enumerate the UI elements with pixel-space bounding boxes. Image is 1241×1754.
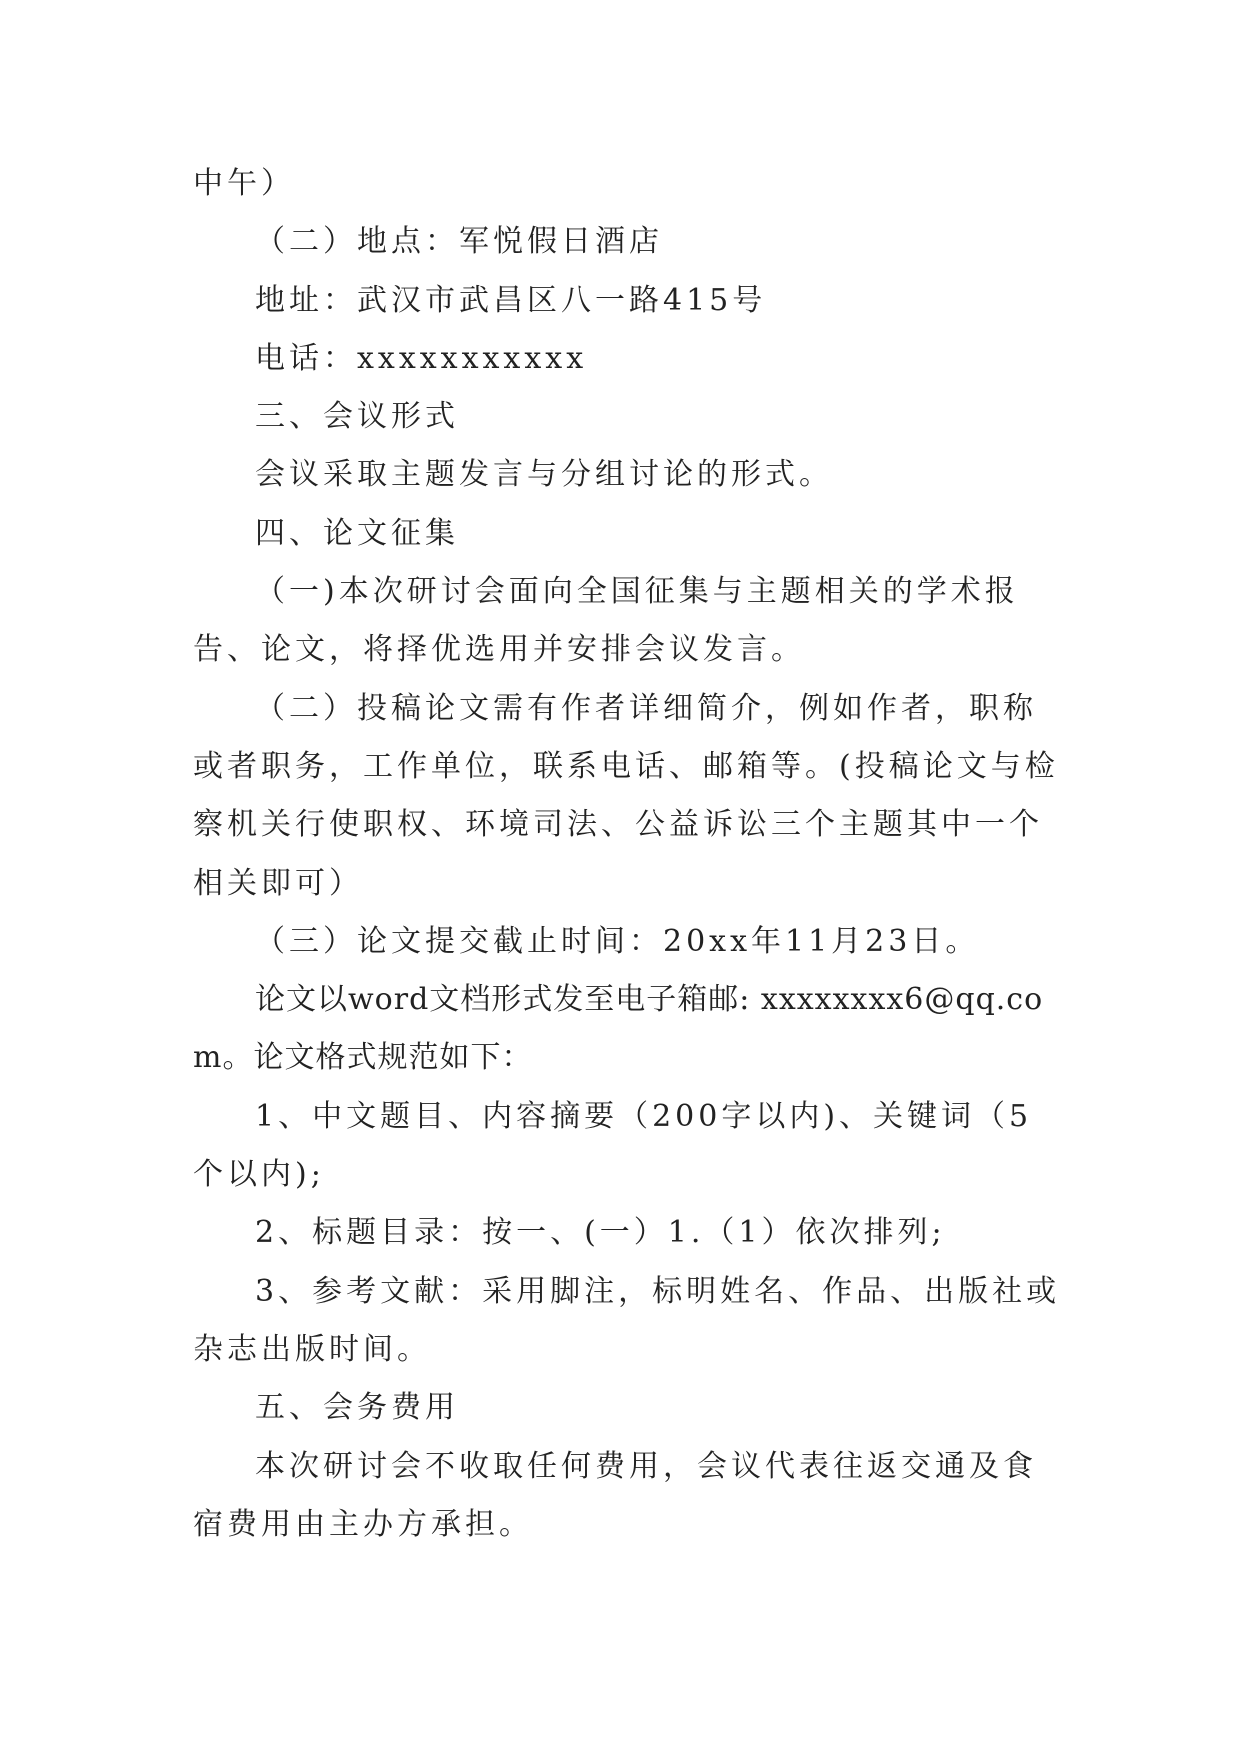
paragraph-address: 地址：武汉市武昌区八一路415号 [255,282,767,318]
paragraph-format-rule-2: 2、标题目录：按一、(一）1.（1）依次排列; [255,1215,946,1251]
paragraph-paper-deadline: （三）论文提交截止时间：20xx年11月23日。 [255,923,980,959]
paragraph-phone: 电话：xxxxxxxxxxx [255,340,588,376]
paragraph-paper-collection-2: （二）投稿论文需有作者详细简介，例如作者，职称或者职务，工作单位，联系电话、邮箱等。(投稿论文与检察机关行使职权、环境司法、公益诉讼三个主题其中一个相关即可） [193,690,1059,901]
paragraph-paper-collection-1: （一)本次研讨会面向全国征集与主题相关的学术报告、论文，将择优选用并安排会议发言。 [193,574,1019,668]
document-body [193,155,1063,1554]
section-heading-paper-collection: 四、论文征集 [255,515,459,551]
paragraph-submission-email: 论文以word文档形式发至电子箱邮: xxxxxxxx6@qq.com。论文格式规范如下： [193,982,1044,1076]
paragraph-format-rule-1: 1、中文题目、内容摘要（200字以内)、关键词（5个以内); [193,1098,1033,1193]
paragraph-continuation: 中午） [193,166,295,201]
paragraph-format-rule-3: 3、参考文献：采用脚注，标明姓名、作品、出版社或杂志出版时间。 [193,1273,1061,1367]
section-heading-meeting-format: 三、会议形式 [255,399,459,435]
paragraph-location: （二）地点：军悦假日酒店 [255,224,663,260]
section-heading-fees: 五、会务费用 [255,1390,459,1426]
paragraph-fees: 本次研讨会不收取任何费用，会议代表往返交通及食宿费用由主办方承担。 [193,1448,1037,1542]
paragraph-meeting-format: 会议采取主题发言与分组讨论的形式。 [255,457,833,493]
